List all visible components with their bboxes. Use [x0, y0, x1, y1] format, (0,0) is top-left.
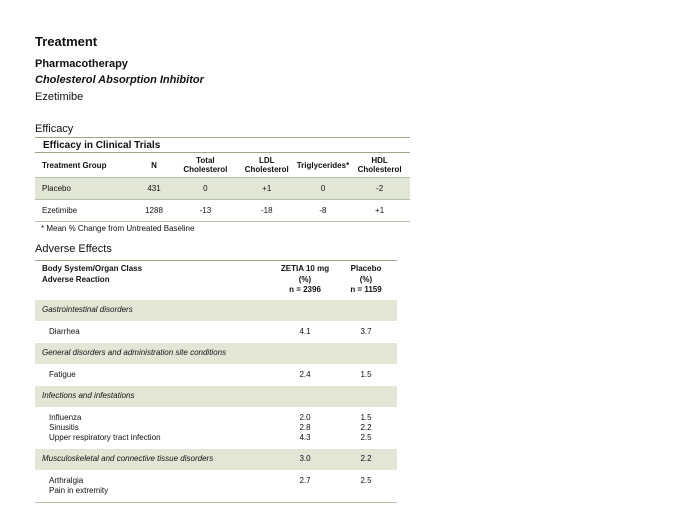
reaction-name: Fatigue — [49, 369, 76, 379]
zetia-value: 2.0 — [299, 412, 311, 422]
cell-total: -13 — [199, 206, 212, 215]
zetia-value-cell — [275, 470, 335, 503]
table-row — [35, 178, 410, 200]
zetia-value-cell — [275, 364, 335, 386]
cell-tg: -8 — [319, 206, 327, 215]
cell-hdl: -2 — [349, 178, 410, 200]
zetia-value-cell — [275, 407, 335, 449]
drug-name: Ezetimibe — [35, 91, 84, 103]
header-adverse-reaction: Adverse Reaction — [42, 274, 110, 284]
category-placebo-value — [335, 386, 397, 407]
placebo-value: 3.7 — [360, 326, 372, 336]
cell-tg: 0 — [297, 178, 349, 200]
category-zetia-value: 3.0 — [275, 449, 335, 470]
category-label: Infections and infestations — [35, 386, 275, 407]
cell-group: Placebo — [35, 178, 134, 200]
efficacy-footnote: * Mean % Change from Untreated Baseline — [41, 224, 195, 233]
category-label: General disorders and administration site conditions — [35, 343, 275, 364]
category-row — [35, 300, 397, 321]
pharmacotherapy-heading: Pharmacotherapy — [35, 58, 128, 70]
placebo-value: 2.5 — [360, 475, 372, 485]
category-zetia-value — [275, 343, 335, 364]
header-placebo-line2: (%) — [359, 274, 373, 284]
reaction-row — [35, 470, 397, 503]
reaction-row — [35, 321, 397, 343]
header-total-cholesterol: Total Cholesterol — [183, 156, 228, 174]
zetia-value: 2.4 — [299, 369, 311, 379]
zetia-value: 4.3 — [299, 432, 311, 442]
category-zetia-value — [275, 300, 335, 321]
placebo-value-cell — [335, 321, 397, 343]
header-placebo — [335, 261, 397, 300]
reaction-name: Influenza — [49, 412, 82, 422]
reaction-name: Pain in extremity — [49, 485, 109, 495]
efficacy-section-label: Efficacy — [35, 123, 74, 135]
efficacy-table-title: Efficacy in Clinical Trials — [43, 140, 161, 151]
header-triglycerides: Triglycerides* — [296, 160, 350, 170]
reaction-name: Arthralgia — [49, 475, 84, 485]
placebo-value: 1.5 — [360, 369, 372, 379]
header-body-system-line1: Body System/Organ Class — [42, 264, 143, 273]
category-placebo-value — [335, 300, 397, 321]
zetia-value: 2.7 — [299, 475, 311, 485]
efficacy-table — [35, 152, 410, 222]
efficacy-header-row — [35, 153, 410, 178]
header-placebo-line3: n = 1159 — [350, 285, 382, 294]
category-placebo-value: 2.2 — [335, 449, 397, 470]
cell-ldl: +1 — [237, 178, 297, 200]
header-zetia-line1: ZETIA 10 mg — [280, 264, 330, 273]
cell-n: 1288 — [145, 206, 163, 215]
adverse-section-label: Adverse Effects — [35, 243, 112, 255]
header-body-system — [35, 261, 275, 300]
reaction-name-cell — [35, 321, 275, 343]
reaction-name: Diarrhea — [49, 326, 80, 336]
placebo-value: 2.5 — [360, 432, 372, 442]
zetia-value-cell — [275, 321, 335, 343]
header-zetia-line2: (%) — [298, 274, 312, 284]
reaction-name-cell — [35, 407, 275, 449]
cell-n: 431 — [134, 178, 174, 200]
category-row — [35, 449, 397, 470]
header-treatment-group: Treatment Group — [42, 160, 107, 170]
cell-total: 0 — [174, 178, 237, 200]
category-row — [35, 343, 397, 364]
page-title: Treatment — [35, 34, 98, 49]
category-row — [35, 386, 397, 407]
cell-ldl: -18 — [260, 206, 273, 215]
reaction-row — [35, 364, 397, 386]
header-placebo-line1: Placebo — [350, 264, 382, 273]
header-zetia — [275, 261, 335, 300]
zetia-value: 4.1 — [299, 326, 311, 336]
reaction-row — [35, 407, 397, 449]
placebo-value-cell — [335, 364, 397, 386]
category-zetia-value — [275, 386, 335, 407]
category-placebo-value — [335, 343, 397, 364]
reaction-name: Sinusitis — [49, 422, 79, 432]
adverse-effects-table — [35, 260, 397, 503]
reaction-name: Upper respiratory tract infection — [49, 432, 161, 442]
placebo-value: 1.5 — [360, 412, 372, 422]
header-ldl-cholesterol: LDL Cholesterol — [244, 156, 289, 174]
header-hdl-cholesterol: HDL Cholesterol — [357, 156, 402, 174]
placebo-value-cell — [335, 407, 397, 449]
category-label: Gastrointestinal disorders — [35, 300, 275, 321]
adverse-header-row — [35, 261, 397, 300]
reaction-name-cell — [35, 470, 275, 503]
header-n: N — [151, 160, 157, 170]
cell-hdl: +1 — [375, 206, 385, 215]
reaction-name-cell — [35, 364, 275, 386]
header-zetia-line3: n = 2396 — [289, 285, 321, 294]
zetia-value: 2.8 — [299, 422, 311, 432]
table-row — [35, 200, 410, 222]
cell-group: Ezetimibe — [42, 206, 78, 215]
drug-class: Cholesterol Absorption Inhibitor — [35, 74, 204, 86]
placebo-value: 2.2 — [360, 422, 372, 432]
placebo-value-cell — [335, 470, 397, 503]
category-label: Musculoskeletal and connective tissue disorders — [35, 449, 275, 470]
